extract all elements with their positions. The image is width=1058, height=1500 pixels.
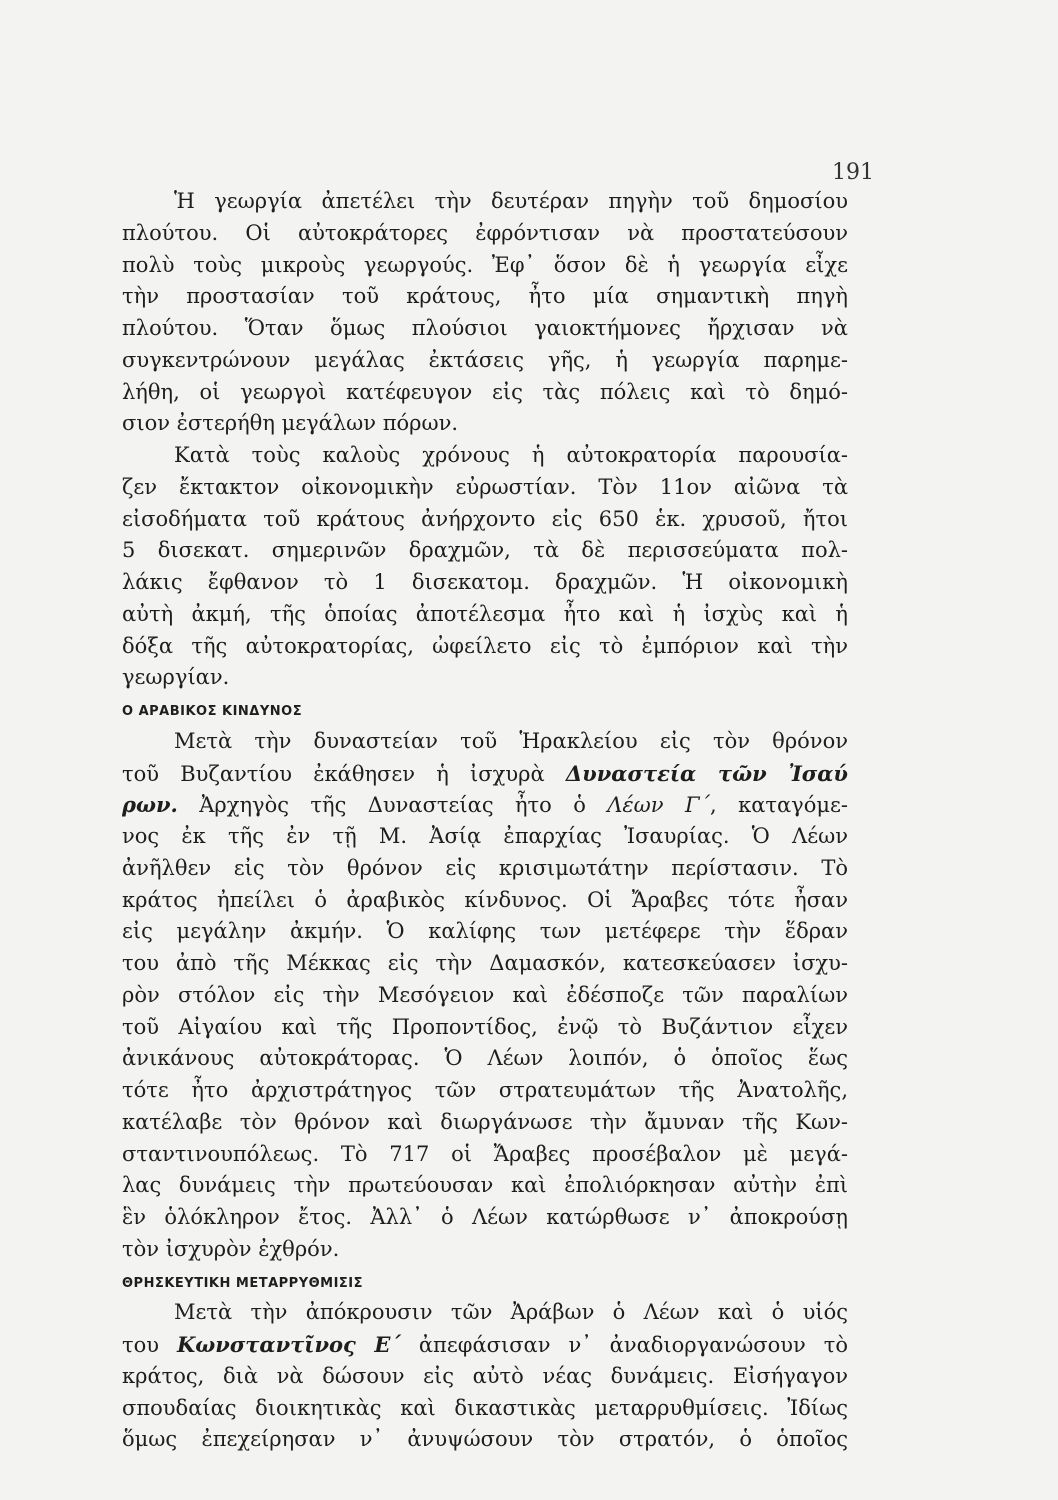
text-line: κατέλαβε τὸν θρόνον καὶ διωργάνωσε τὴν ἄμυναν τῆς Κων- [122, 1109, 848, 1134]
text-line: ζεν ἔκτακτον οἰκονομικὴν εὐρωστίαν. Τὸν 11ον αἰῶνα τὰ [122, 474, 848, 499]
text-line [122, 758, 848, 790]
text-line: πλούτου. Ὅταν ὅμως πλούσιοι γαιοκτήμονες ἤρχισαν νὰ [122, 316, 848, 340]
ruler-name-emphasis: Κωνσταντῖνος Ε΄ [177, 1332, 401, 1357]
text-run: του [122, 1333, 177, 1357]
text-line: ἓν ὁλόκληρον ἔτος. Ἀλλ᾿ ὁ Λέων κατώρθωσε ν᾿ ἀποκρούσῃ [122, 1205, 848, 1229]
text-line [122, 1329, 848, 1361]
text-line: πολὺ τοὺς μικροὺς γεωργούς. Ἐφ᾿ ὅσον δὲ ἡ γεωργία εἶχε [122, 252, 848, 277]
text-line: πλούτου. Οἱ αὐτοκράτορες ἐφρόντισαν νὰ προστατεύσουν [122, 220, 848, 245]
text-line: τοῦ Αἰγαίου καὶ τῆς Προποντίδος, ἐνῷ τὸ Βυζάντιον εἶχεν [122, 1014, 848, 1039]
text-line: 5 δισεκατ. σημερινῶν δραχμῶν, τὰ δὲ περισσεύματα πολ- [122, 538, 848, 563]
text-line: Μετὰ τὴν δυναστείαν τοῦ Ἡρακλείου εἰς τὸν θρόνον [174, 728, 848, 753]
text-line: τὸν ἰσχυρὸν ἐχθρόν. [122, 1236, 340, 1261]
text-line: ἀνῆλθεν εἰς τὸν θρόνον εἰς κρισιμωτάτην περίστασιν. Τὸ [122, 855, 848, 880]
text-line: λάκις ἔφθανον τὸ 1 δισεκατομ. δραχμῶν. Ἡ οἰκονομικὴ [122, 570, 848, 594]
text-line: ὅμως ἐπεχείρησαν ν᾿ ἀνυψώσουν τὸν στρατόν, ὁ ὁποῖος [122, 1427, 848, 1452]
text-line: λας δυνάμεις τὴν πρωτεύουσαν καὶ ἐπολιόρκησαν αὐτὴν ἐπὶ [122, 1173, 848, 1198]
text-line: σταντινουπόλεως. Τὸ 717 οἱ Ἄραβες προσέβαλον μὲ μεγά- [122, 1141, 848, 1166]
text-line: δόξα τῆς αὐτοκρατορίας, ὠφείλετο εἰς τὸ ἐμπόριον καὶ τὴν [122, 633, 848, 658]
text-run: , καταγόμε- [710, 793, 848, 818]
body-text [122, 186, 848, 1456]
text-line: κράτος ἠπείλει ὁ ἀραβικὸς κίνδυνος. Οἱ Ἄραβες τότε ἦσαν [122, 887, 848, 912]
text-line: ρὸν στόλον εἰς τὴν Μεσόγειον καὶ ἐδέσποζε τῶν παραλίων [122, 982, 848, 1007]
text-line: σπουδαίας διοικητικὰς καὶ δικαστικὰς μεταρρυθμίσεις. Ἰδίως [122, 1395, 848, 1420]
text-run: τοῦ Βυζαντίου ἐκάθησεν ἡ ἰσχυρὰ [122, 761, 566, 786]
text-line: εἰς μεγάλην ἀκμήν. Ὁ καλίφης των μετέφερε τὴν ἕδραν [122, 919, 848, 944]
page-number: 191 [832, 160, 874, 185]
text-line: τότε ἦτο ἀρχιστράτηγος τῶν στρατευμάτων τῆς Ἀνατολῆς, [122, 1078, 848, 1102]
text-line: Μετὰ τὴν ἀπόκρουσιν τῶν Ἀράβων ὁ Λέων καὶ ὁ υἱός [174, 1300, 848, 1325]
text-line [122, 789, 848, 821]
text-line: τὴν προστασίαν τοῦ κράτους, ἦτο μία σημαντικὴ πηγὴ [122, 284, 848, 309]
text-line: Ἡ γεωργία ἀπετέλει τὴν δευτέραν πηγὴν τοῦ δημοσίου [174, 189, 848, 213]
text-line: σιον ἐστερήθη μεγάλων πόρων. [122, 411, 459, 436]
text-line: νος ἐκ τῆς ἐν τῇ Μ. Ἀσίᾳ ἐπαρχίας Ἰσαυρίας. Ὁ Λέων [122, 824, 848, 848]
section-heading-religious-reform: ΘΡΗΣΚΕΥΤΙΚΗ ΜΕΤΑΡΡΥΘΜΙΣΙΣ [122, 1275, 364, 1291]
section-heading-arab-danger: Ο ΑΡΑΒΙΚΟΣ ΚΙΝΔΥΝΟΣ [122, 704, 303, 719]
text-line: λήθη, οἱ γεωργοὶ κατέφευγον εἰς τὰς πόλεις καὶ τὸ δημό- [122, 379, 848, 404]
text-line: ἀνικάνους αὐτοκράτορας. Ὁ Λέων λοιπόν, ὁ ὁποῖος ἕως [122, 1046, 848, 1071]
dynasty-name-emphasis: ρων. [122, 792, 178, 818]
text-run: Ἀρχηγὸς τῆς Δυναστείας ἦτο ὁ [177, 793, 608, 818]
text-line: συγκεντρώνουν μεγάλας ἐκτάσεις γῆς, ἡ γεωργία παρημε- [122, 347, 848, 372]
text-run: ἀπεφάσισαν ν᾿ ἀναδιοργανώσουν τὸ [400, 1333, 848, 1357]
dynasty-name-emphasis: Δυναστεία τῶν Ἰσαύ [565, 760, 848, 786]
text-line: του ἀπὸ τῆς Μέκκας εἰς τὴν Δαμασκόν, κατεσκεύασεν ἰσχυ- [122, 951, 848, 975]
text-line: κράτος, διὰ νὰ δώσουν εἰς αὐτὸ νέας δυνάμεις. Εἰσήγαγον [122, 1363, 848, 1388]
text-line: εἰσοδήματα τοῦ κράτους ἀνήρχοντο εἰς 650 ἑκ. χρυσοῦ, ἤτοι [122, 506, 848, 531]
text-line: αὐτὴ ἀκμή, τῆς ὁποίας ἀποτέλεσμα ἦτο καὶ ἡ ἰσχὺς καὶ ἡ [122, 601, 848, 626]
text-line: Κατὰ τοὺς καλοὺς χρόνους ἡ αὐτοκρατορία παρουσία- [174, 443, 848, 467]
ruler-name: Λέων Γ΄ [607, 793, 711, 818]
text-line: γεωργίαν. [122, 665, 230, 690]
